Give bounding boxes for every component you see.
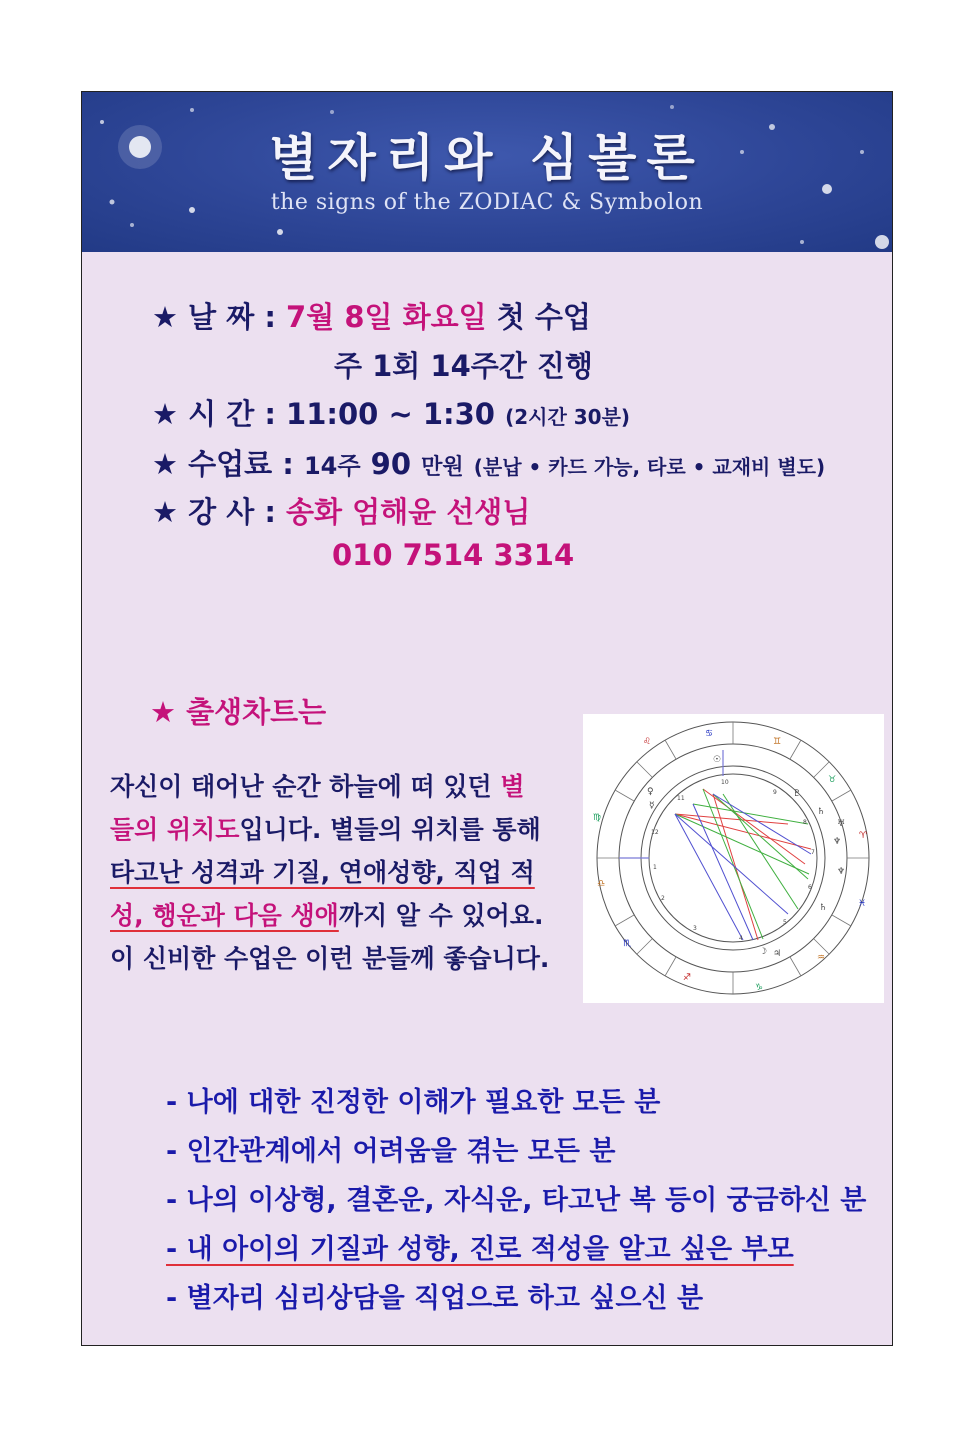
birth-chart-line-1: 자신이 태어난 순간 하늘에 떠 있던 별 bbox=[110, 772, 525, 801]
svg-text:4: 4 bbox=[739, 935, 743, 942]
svg-text:♅: ♅ bbox=[837, 819, 846, 829]
svg-text:♎: ♎ bbox=[597, 879, 606, 889]
audience-item-1: - 나에 대한 진정한 이해가 필요한 모든 분 bbox=[166, 1087, 661, 1118]
fee-row bbox=[152, 442, 825, 483]
teacher-phone: 010 7514 3314 bbox=[332, 538, 575, 572]
svg-text:12: 12 bbox=[651, 829, 659, 836]
svg-text:♒: ♒ bbox=[817, 953, 826, 963]
date-suffix: 첫 수업 bbox=[496, 300, 591, 334]
time-value: 11:00 ~ 1:30 bbox=[286, 397, 495, 431]
svg-text:10: 10 bbox=[721, 779, 729, 786]
date-value: 7월 8일 화요일 bbox=[286, 300, 487, 334]
date-label: ★ 날 짜 : bbox=[152, 300, 276, 334]
svg-text:♋: ♋ bbox=[705, 729, 714, 739]
svg-text:♇: ♇ bbox=[793, 789, 802, 799]
time-row bbox=[152, 392, 630, 433]
teacher-name: 송화 엄해윤 선생님 bbox=[286, 495, 531, 529]
svg-text:9: 9 bbox=[773, 789, 777, 796]
teacher-label: ★ 강 사 : bbox=[152, 495, 276, 529]
svg-text:☿: ☿ bbox=[649, 801, 655, 811]
time-label: ★ 시 간 : bbox=[152, 397, 276, 431]
svg-text:♉: ♉ bbox=[828, 775, 837, 785]
fee-label: ★ 수업료 : bbox=[152, 447, 294, 481]
birth-chart-heading: ★ 출생차트는 bbox=[150, 695, 327, 729]
page-title: 별자리와 심볼론 bbox=[269, 129, 705, 187]
svg-text:6: 6 bbox=[808, 884, 812, 891]
time-note: (2시간 30분) bbox=[505, 405, 631, 429]
svg-text:♄: ♄ bbox=[817, 807, 826, 817]
svg-text:♆: ♆ bbox=[837, 867, 846, 877]
birth-chart-line-3: 타고난 성격과 기질, 연애성향, 직업 적 bbox=[110, 858, 535, 887]
date-schedule: 주 1회 14주간 진행 bbox=[334, 349, 593, 383]
svg-text:♃: ♃ bbox=[773, 949, 782, 959]
svg-text:3: 3 bbox=[693, 925, 697, 932]
svg-text:5: 5 bbox=[783, 919, 787, 926]
svg-text:8: 8 bbox=[803, 819, 807, 826]
birth-chart-line-4: 성, 행운과 다음 생애까지 알 수 있어요. bbox=[110, 901, 544, 930]
svg-text:♌: ♌ bbox=[643, 737, 652, 747]
fee-amount: 90 bbox=[370, 447, 412, 481]
svg-text:♄: ♄ bbox=[819, 903, 828, 913]
audience-item-2: - 인간관계에서 어려움을 겪는 모든 분 bbox=[166, 1136, 616, 1167]
svg-text:1: 1 bbox=[653, 864, 657, 871]
svg-text:♏: ♏ bbox=[623, 939, 632, 949]
audience-item-4: - 내 아이의 기질과 성향, 진로 적성을 알고 싶은 부모 bbox=[166, 1234, 794, 1265]
natal-chart-image bbox=[583, 714, 884, 1003]
flyer bbox=[81, 91, 893, 1346]
svg-text:♀: ♀ bbox=[647, 787, 654, 797]
svg-text:♍: ♍ bbox=[593, 813, 602, 823]
svg-text:11: 11 bbox=[677, 795, 685, 802]
svg-text:☉: ☉ bbox=[713, 755, 722, 765]
svg-text:7: 7 bbox=[811, 849, 815, 856]
page-subtitle: the signs of the ZODIAC & Symbolon bbox=[270, 190, 704, 215]
birth-chart-line-2: 들의 위치도입니다. 별들의 위치를 통해 bbox=[110, 815, 541, 844]
svg-text:♊: ♊ bbox=[773, 737, 782, 747]
svg-text:♐: ♐ bbox=[683, 973, 692, 983]
birth-chart-line-5: 이 신비한 수업은 이런 분들께 좋습니다. bbox=[110, 944, 550, 973]
svg-text:♓: ♓ bbox=[858, 899, 867, 909]
fee-weeks: 14주 bbox=[303, 452, 361, 480]
audience-item-3: - 나의 이상형, 결혼운, 자식운, 타고난 복 등이 궁금하신 분 bbox=[166, 1185, 867, 1216]
date-row bbox=[152, 295, 591, 336]
svg-text:♑: ♑ bbox=[755, 983, 764, 993]
teacher-row bbox=[152, 490, 530, 531]
svg-text:♆: ♆ bbox=[833, 837, 842, 847]
audience-item-5: - 별자리 심리상담을 직업으로 하고 싶으신 분 bbox=[166, 1283, 704, 1314]
fee-note: (분납 • 카드 가능, 타로 • 교재비 별도) bbox=[473, 455, 826, 479]
svg-text:☽: ☽ bbox=[759, 947, 768, 957]
svg-text:2: 2 bbox=[661, 895, 665, 902]
natal-chart-wheel bbox=[583, 714, 884, 1003]
header-banner bbox=[82, 92, 892, 252]
fee-unit: 만원 bbox=[421, 455, 464, 480]
svg-text:♈: ♈ bbox=[859, 831, 868, 841]
